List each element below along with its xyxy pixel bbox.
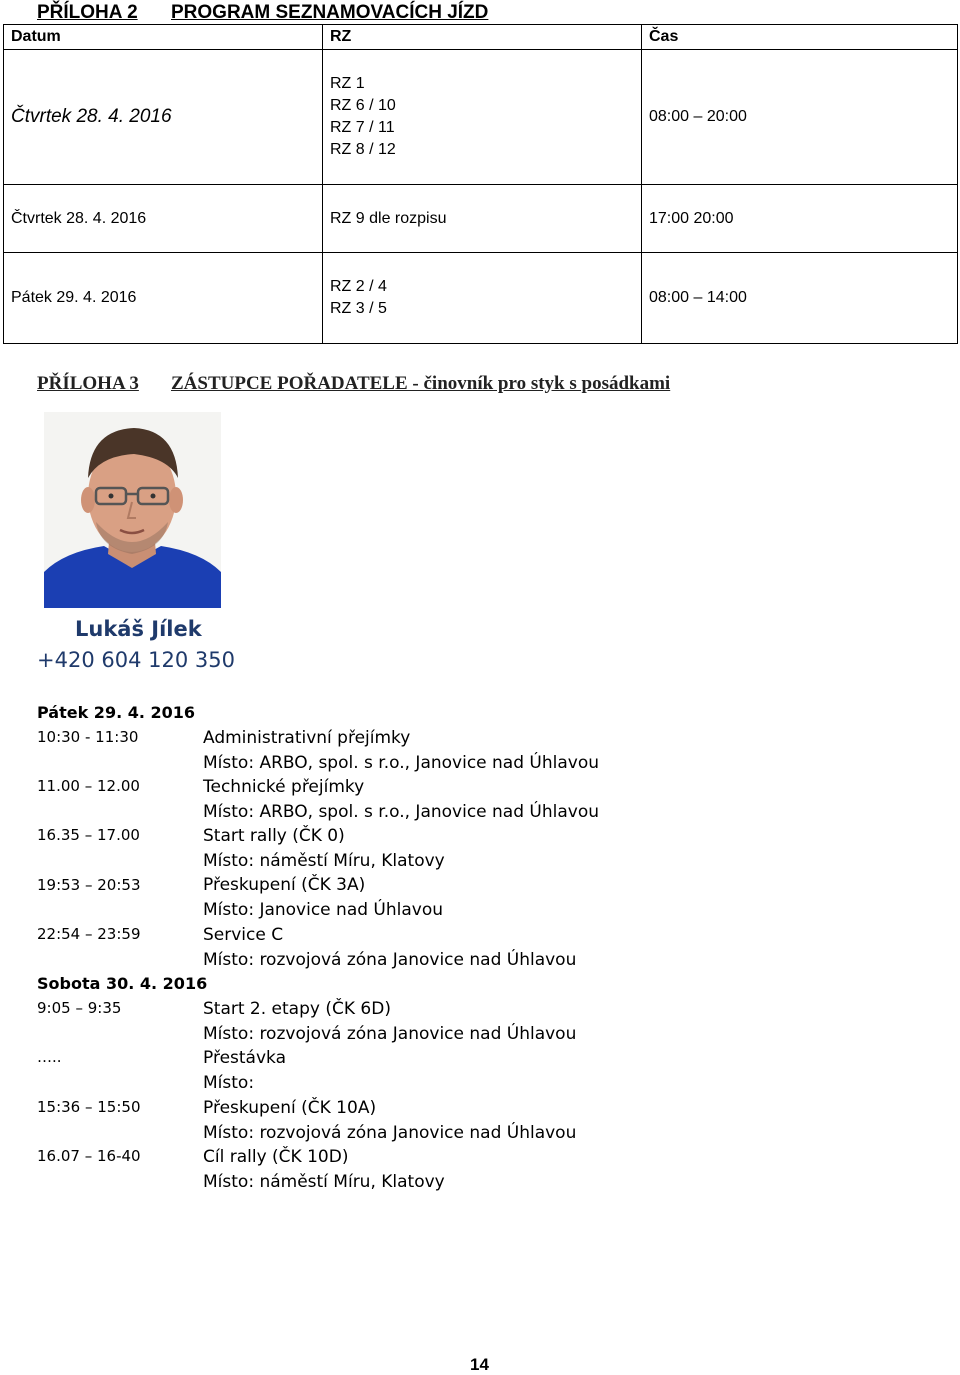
representative-title: ZÁSTUPCE POŘADATELE - činovník pro styk s posádkami (171, 373, 671, 394)
schedule-time: 19:53 – 20:53 (37, 876, 141, 894)
row-rz (323, 50, 642, 185)
schedule-item-title: Přeskupení (ČK 10A) (203, 1098, 377, 1118)
attachment-3-label: PŘÍLOHA 3 (37, 373, 139, 394)
program-table (3, 24, 958, 344)
schedule-day-2: Sobota 30. 4. 2016 (37, 974, 208, 993)
rz-item: RZ 2 / 4 (330, 278, 387, 295)
row-date: Pátek 29. 4. 2016 (4, 253, 323, 344)
rz-item: RZ 8 / 12 (330, 141, 396, 158)
schedule-item-place: Místo: (203, 1073, 255, 1093)
row-rz (323, 253, 642, 344)
schedule-time: 16.07 – 16-40 (37, 1147, 141, 1165)
schedule-item (203, 923, 576, 973)
schedule-item-place: Místo: náměstí Míru, Klatovy (203, 1172, 445, 1192)
schedule-item-title: Start rally (ČK 0) (203, 826, 345, 846)
schedule-time: 15:36 – 15:50 (37, 1098, 141, 1116)
schedule-item-title: Service C (203, 925, 284, 945)
schedule-item-title: Start 2. etapy (ČK 6D) (203, 999, 391, 1019)
schedule-item (203, 873, 443, 923)
table-row (4, 253, 958, 344)
schedule-item (203, 997, 576, 1047)
row-time: 08:00 – 20:00 (642, 50, 958, 185)
schedule-item-place: Místo: Janovice nad Úhlavou (203, 900, 444, 920)
program-title: PROGRAM SEZNAMOVACÍCH JÍZD (171, 2, 489, 23)
schedule-item (203, 1145, 445, 1195)
rz-item: RZ 9 dle rozpisu (330, 209, 447, 227)
schedule-time: 22:54 – 23:59 (37, 925, 141, 943)
schedule-item-title: Cíl rally (ČK 10D) (203, 1147, 349, 1167)
rz-item: RZ 6 / 10 (330, 97, 396, 114)
schedule-item (203, 1096, 576, 1146)
contact-photo (44, 412, 221, 608)
schedule-item (203, 775, 599, 825)
schedule-day-1: Pátek 29. 4. 2016 (37, 703, 196, 722)
schedule-item (203, 726, 599, 776)
row-time: 17:00 20:00 (642, 185, 958, 253)
row-date: Čtvrtek 28. 4. 2016 (4, 185, 323, 253)
table-row (4, 50, 958, 185)
person-portrait-icon (44, 412, 221, 608)
schedule-item (203, 1046, 286, 1096)
schedule-item-title: Administrativní přejímky (203, 728, 411, 748)
schedule-item-place: Místo: rozvojová zóna Janovice nad Úhlavou (203, 1123, 577, 1143)
schedule-time: 9:05 – 9:35 (37, 999, 122, 1017)
schedule-item-place: Místo: ARBO, spol. s r.o., Janovice nad Úhlavou (203, 802, 600, 822)
column-header-rz: RZ (323, 25, 642, 50)
row-date: Čtvrtek 28. 4. 2016 (4, 50, 323, 185)
schedule-item-title: Přeskupení (ČK 3A) (203, 875, 366, 895)
schedule-item-place: Místo: rozvojová zóna Janovice nad Úhlavou (203, 950, 577, 970)
schedule-item-place: Místo: rozvojová zóna Janovice nad Úhlavou (203, 1024, 577, 1044)
schedule-item-title: Technické přejímky (203, 777, 365, 797)
schedule-time: 11.00 – 12.00 (37, 777, 140, 795)
rz-item: RZ 1 (330, 75, 365, 92)
schedule-item-place: Místo: ARBO, spol. s r.o., Janovice nad Úhlavou (203, 753, 600, 773)
rz-item: RZ 3 / 5 (330, 300, 387, 317)
table-header-row (4, 25, 958, 50)
schedule-item-title: Přestávka (203, 1048, 286, 1068)
schedule-item-place: Místo: náměstí Míru, Klatovy (203, 851, 445, 871)
contact-phone: +420 604 120 350 (37, 648, 235, 672)
rz-item: RZ 7 / 11 (330, 119, 395, 136)
table-row (4, 185, 958, 253)
schedule-item (203, 824, 445, 874)
row-time: 08:00 – 14:00 (642, 253, 958, 344)
row-rz (323, 185, 642, 253)
schedule-time: 10:30 - 11:30 (37, 728, 139, 746)
schedule-time: 16.35 – 17.00 (37, 826, 140, 844)
column-header-time: Čas (642, 25, 958, 50)
schedule-time: ….. (37, 1048, 62, 1066)
attachment-2-label: PŘÍLOHA 2 (37, 2, 138, 23)
page-number: 14 (470, 1355, 489, 1374)
column-header-date: Datum (4, 25, 323, 50)
contact-name: Lukáš Jílek (75, 617, 202, 641)
